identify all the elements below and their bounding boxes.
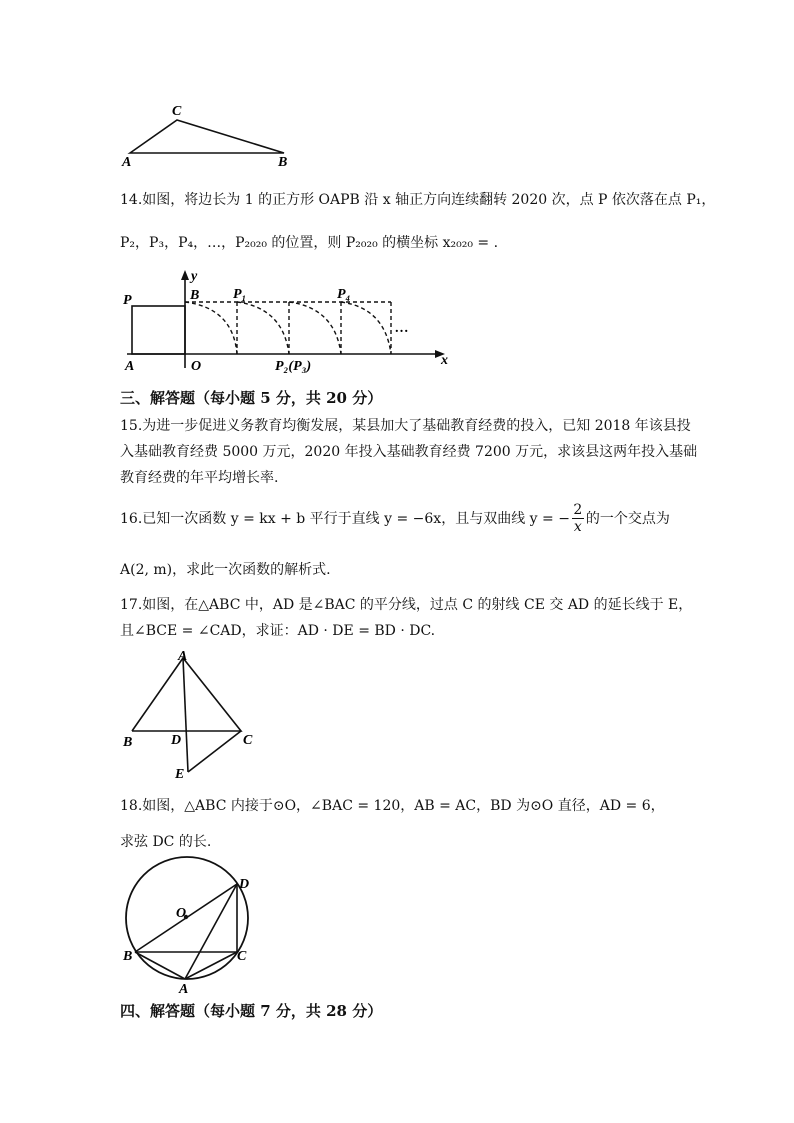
label-b: B [278, 155, 288, 170]
q15-line1: 15.为进一步促进义务教育均衡发展，某县加大了基础教育经费的投入，已知 2018 年该县投 [120, 418, 691, 434]
label-o: O [191, 359, 202, 374]
q17-line1: 17.如图，在△ABC 中，AD 是∠BAC 的平分线，过点 C 的射线 CE 交 AD 的延长线于 E， [120, 597, 693, 613]
label-d: D [239, 877, 250, 892]
q15-line3: 教育经费的年平均增长率. [120, 470, 279, 486]
triangle-figure-q13 [110, 100, 310, 170]
q16-part1: 16.已知一次函数 y = kx + b 平行于直线 y = −6x，且与双曲线 y = − [120, 510, 570, 527]
section-3-heading: 三、解答题（每小题 5 分，共 20 分） [120, 389, 383, 407]
fraction-numerator: 2 [573, 502, 583, 518]
label-p: P [123, 293, 132, 308]
label-b: B [190, 288, 200, 303]
label-c: C [237, 949, 247, 964]
label-p1: P₁ [233, 287, 247, 302]
label-a: A [125, 359, 135, 374]
label-c: C [172, 104, 182, 119]
label-p2-p3: P₂(P₃) [275, 359, 312, 374]
inscribed-triangle-circle-figure-q18 [115, 860, 275, 995]
q15-line2: 入基础教育经费 5000 万元，2020 年投入基础教育经费 7200 万元，求该县这两年投入基础 [120, 444, 698, 460]
q17-line2: 且∠BCE = ∠CAD，求证：AD · DE = BD · DC. [120, 623, 436, 639]
label-a: A [122, 155, 132, 170]
section-4-heading: 四、解答题（每小题 7 分，共 28 分） [120, 1002, 383, 1020]
fraction-denominator: x [573, 519, 582, 535]
q16-part2: 的一个交点为 [585, 510, 670, 527]
label-a: A [178, 649, 188, 664]
q14-line1: 14.如图，将边长为 1 的正方形 OAPB 沿 x 轴正方向连续翻转 2020 次，点 P 依次落在点 P₁， [120, 192, 716, 208]
q18-line2: 求弦 DC 的长. [120, 834, 212, 850]
q18-line1: 18.如图，△ABC 内接于⊙O，∠BAC = 120，AB = AC，BD 为⊙O 直径，AD = 6， [120, 798, 665, 814]
label-c: C [243, 733, 253, 748]
label-e: E [175, 767, 185, 782]
label-y: y [191, 269, 198, 284]
label-d: D [171, 733, 182, 748]
label-o: O [176, 906, 187, 921]
q14-line2: P₂，P₃，P₄，…，P₂₀₂₀ 的位置，则 P₂₀₂₀ 的横坐标 x₂₀₂₀ = . [120, 235, 499, 251]
label-p4: P₄ [337, 287, 351, 302]
label-ellipsis: … [395, 321, 409, 336]
triangle-bisector-figure-q17 [115, 648, 275, 783]
q16-line2: A(2, m)，求此一次函数的解析式. [120, 562, 331, 578]
label-a: A [179, 982, 189, 997]
label-b: B [123, 735, 133, 750]
label-b: B [123, 949, 133, 964]
q16-line1 [120, 502, 670, 535]
label-x: x [441, 353, 448, 368]
rolling-square-figure-q14 [115, 268, 455, 378]
fraction-2-over-x [572, 502, 584, 535]
